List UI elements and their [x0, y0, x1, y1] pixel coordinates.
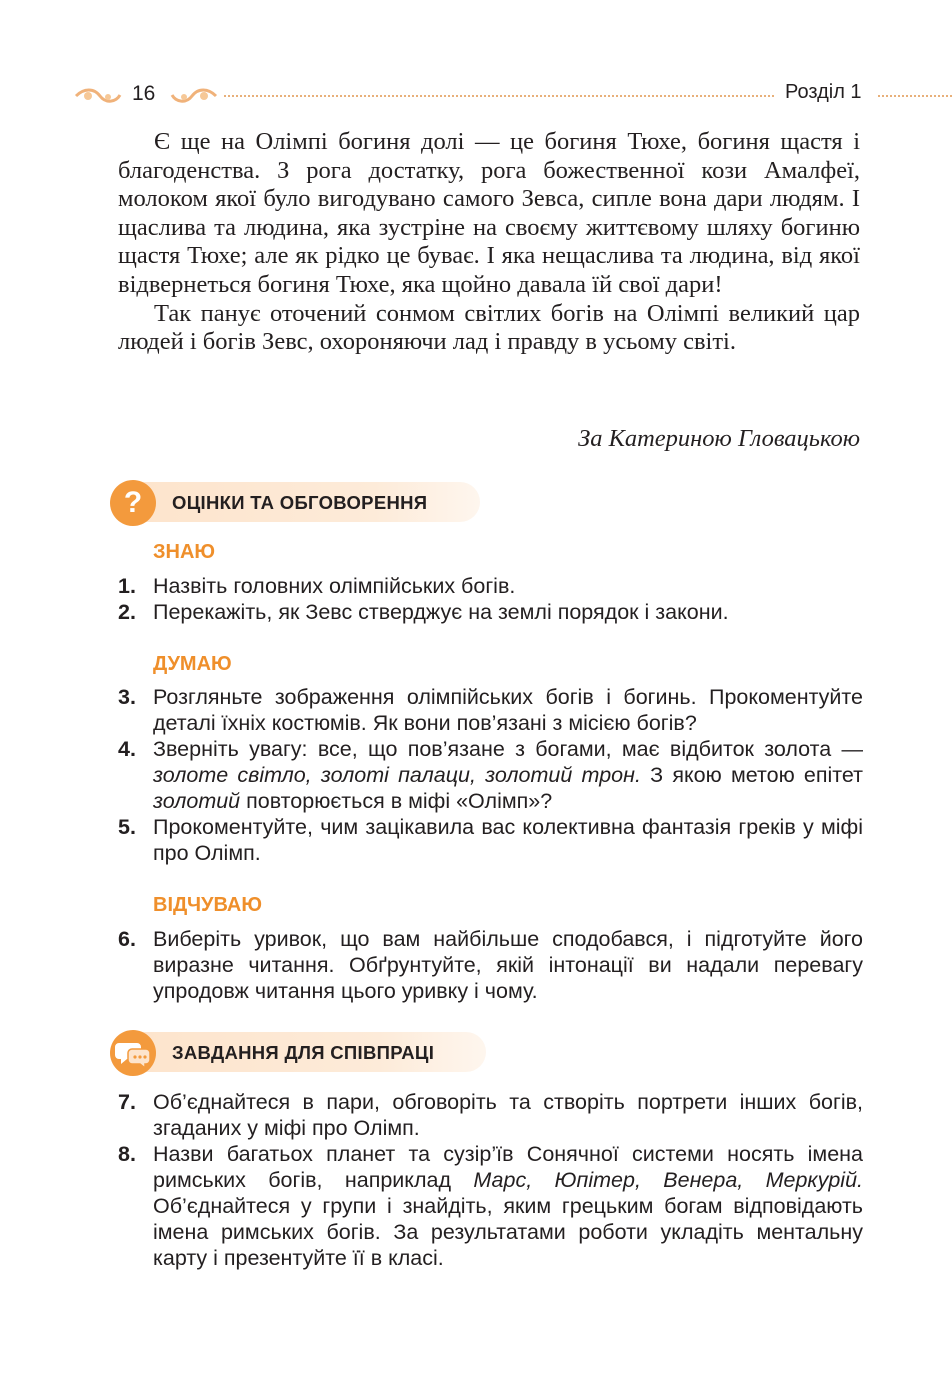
question-icon: ?: [110, 480, 156, 526]
subheading-feel: ВІДЧУВАЮ: [153, 894, 262, 916]
cooperation-title: ЗАВДАННЯ ДЛЯ СПІВПРАЦІ: [172, 1042, 435, 1063]
story-paragraph: Так панує оточений сонмом світлих богів на Олімпі великий цар людей і богів Зевс, охороняючи лад і правду в усьому світі.: [118, 299, 860, 356]
ornament-left-icon: [74, 86, 122, 106]
ornament-right-icon: [170, 86, 218, 106]
discussion-title: ОЦІНКИ ТА ОБГОВОРЕННЯ: [172, 492, 428, 513]
subheading-think: ДУМАЮ: [153, 653, 232, 675]
story-text: [118, 128, 860, 357]
chat-bubbles-icon: [110, 1030, 156, 1076]
section-label: Розділ 1: [785, 81, 862, 103]
question-item: 5. Прокоментуйте, чим зацікавила вас колективна фантазія греків у міфі про Олімп.: [118, 815, 863, 865]
question-item: 7. Об’єднайтеся в пари, обговоріть та створіть портрети інших богів, згаданих у міфі про Олімп.: [118, 1090, 863, 1140]
header-rule-end: [878, 95, 952, 97]
author-attribution: За Катериною Гловацькою: [578, 425, 860, 452]
story-paragraph: Є ще на Олімпі богиня долі — це богиня Тюхе, богиня щастя і благоденства. З рога достатку, рога божественної кози Амалфеї, молоком якої було вигодувано самого Зевса, сипле вона дари людям. І щаслива та людина, яка зустріне на своєму життєвому шляху богиню щастя Тюхе; але як рідко це буває. І яка нещаслива та людина, від якої відвернеться богиня Тюхе, яка щойно давала їй свої дари!: [118, 128, 860, 298]
cooperation-banner: [110, 1030, 490, 1074]
question-item: 4. Зверніть увагу: все, що пов’язане з богами, має відбиток золота — золоте світло, золоті палаци, золотий трон. З якою метою епітет золотий повторюється в міфі «Олімп»?: [118, 737, 863, 813]
subheading-know: ЗНАЮ: [153, 541, 216, 563]
discussion-banner: [110, 480, 480, 524]
page-number: 16: [132, 82, 156, 105]
question-item: 8. Назви багатьох планет та сузір’їв Сонячної системи носять імена римських богів, наприклад Марс, Юпітер, Венера, Меркурій. Об’єднайтеся у групи і знайдіть, яким грецьким богам відповідають імена римських богів. За результатами роботи укладіть ментальну карту і презентуйте її в класі.: [118, 1142, 863, 1270]
question-item: 1. Назвіть головних олімпійських богів.: [118, 574, 516, 598]
question-item: 3. Розгляньте зображення олімпійських богів і богинь. Прокоментуйте деталі їхніх костюмів. Як вони пов’язані з місією богів?: [118, 685, 863, 735]
question-item: 6. Виберіть уривок, що вам найбільше сподобався, і підготуйте його виразне читання. Обґрунтуйте, якій інтонації ви надали перевагу упродовж читання цього уривку і чому.: [118, 927, 863, 1003]
question-item: 2. Перекажіть, як Зевс стверджує на землі порядок і закони.: [118, 600, 729, 624]
page-header: [0, 78, 952, 114]
header-rule: [224, 95, 774, 97]
